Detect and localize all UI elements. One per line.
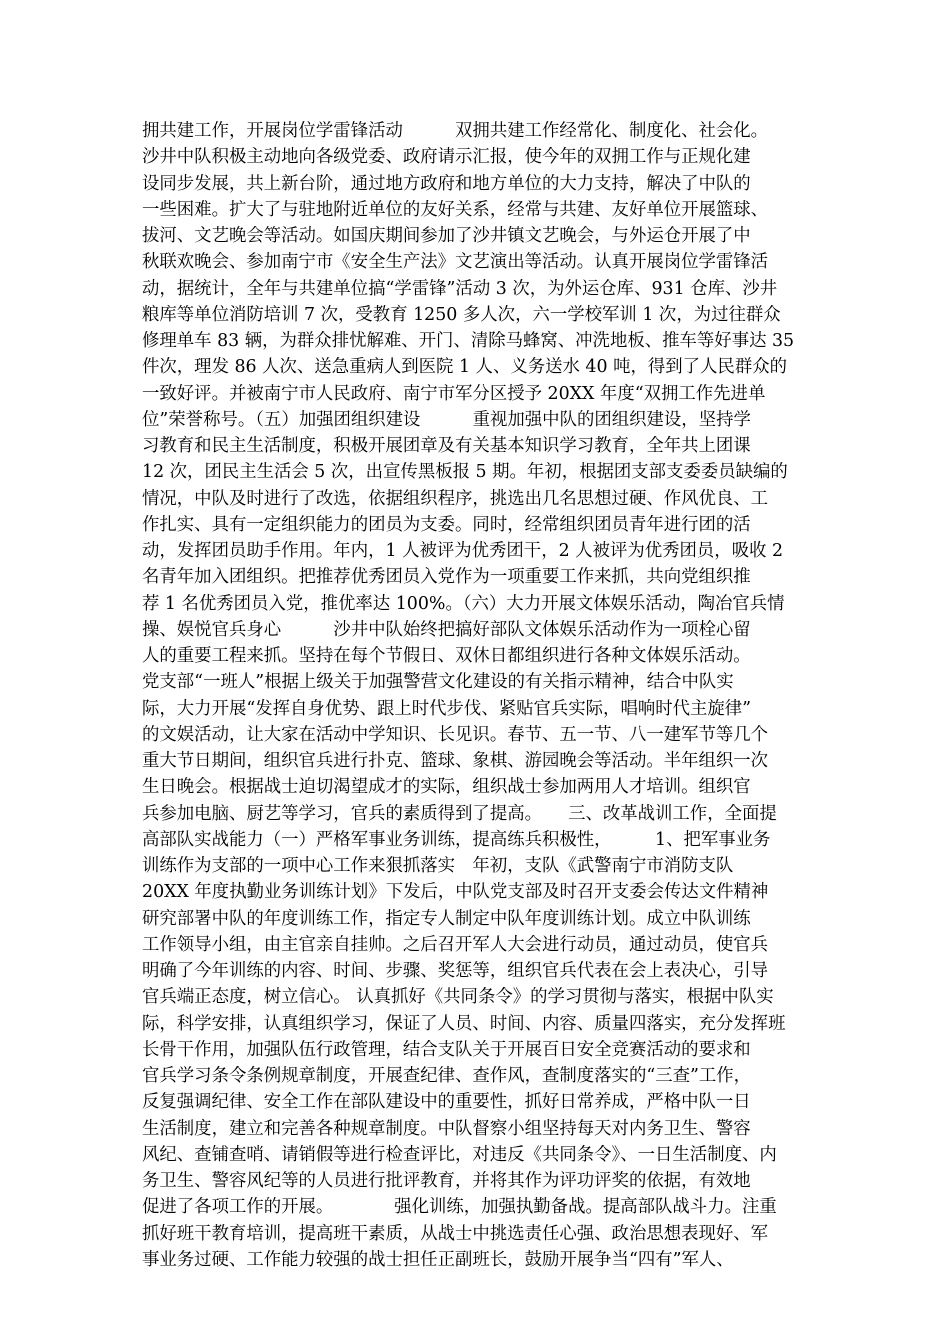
text-line: 修理单车 83 辆，为群众排忧解难、开门、清除马蜂窝、冲洗地板、推车等好事达 35 [142,331,795,351]
text-line: 训练作为支部的一项中心工作来狠抓落实 年初，支队《武警南宁市消防支队 [142,856,734,876]
text-line: 秋联欢晚会、参加南宁市《安全生产法》文艺演出等活动。认真开展岗位学雷锋活 [142,252,769,273]
text-line: 12 次，团民主生活会 5 次，出宣传黑板报 5 期。年初，根据团支部支委委员缺编的 [142,462,788,483]
text-line: 习教育和民主生活制度，积极开展团章及有关基本知识学习教育，全年共上团课 [142,436,751,456]
text-line: 情况，中队及时进行了改选，依据组织程序，挑选出几名思想过硬、作风优良、工 [142,488,769,509]
text-line: 官兵端正态度，树立信心。 认真抓好《共同条令》的学习贯彻与落实，根据中队实 [142,987,774,1008]
text-line: 人的重要工程来抓。坚持在每个节假日、双休日都组织进行各种文体娱乐活动。 [142,646,751,666]
text-line: 一致好评。并被南宁市人民政府、南宁市军分区授予 20XX 年度“双拥工作先进单 [142,383,766,404]
text-line: 际，大力开展“发挥自身优势、跟上时代步伐、紧贴官兵实际，唱响时代主旋律” [142,698,752,719]
text-line: 生日晚会。根据战士迫切渴望成才的实际，组织战士参加两用人才培训。组织官 [142,777,751,798]
text-line: 工作领导小组，由主官亲自挂帅。之后召开军人大会进行动员，通过动员，使官兵 [142,934,769,955]
text-line: 位”荣誉称号。（五）加强团组织建设 重视加强中队的团组织建设，坚持学 [142,409,751,430]
text-line: 兵参加电脑、厨艺等学习，官兵的素质得到了提高。 三、改革战训工作，全面提 [142,803,777,824]
text-line: 反复强调纪律、安全工作在部队建设中的重要性，抓好日常养成，严格中队一日 [142,1092,751,1113]
text-line: 官兵学习条令条例规章制度，开展查纪律、查作风，查制度落实的“三查”工作， [142,1066,752,1086]
text-line: 明确了今年训练的内容、时间、步骤、奖惩等，组织官兵代表在会上表决心，引导 [142,961,769,981]
text-line: 促进了各项工作的开展。 强化训练，加强执勤备战。提高部队战斗力。注重 [142,1197,777,1218]
text-line: 一些困难。扩大了与驻地附近单位的友好关系，经常与共建、友好单位开展篮球、 [142,199,769,220]
text-line: 生活制度，建立和完善各种规章制度。中队督察小组坚持每天对内务卫生、警容 [142,1118,751,1139]
text-line: 设同步发展，共上新台阶，通过地方政府和地方单位的大力支持，解决了中队的 [142,173,751,194]
text-line: 长骨干作用，加强队伍行政管理，结合支队关于开展百日安全竞赛活动的要求和 [142,1039,751,1060]
text-line: 操、娱悦官兵身心 沙井中队始终把搞好部队文体娱乐活动作为一项栓心留 [142,619,751,640]
text-line: 动，据统计，全年与共建单位搞“学雷锋”活动 3 次，为外运仓库、931 仓库、沙井 [142,278,778,299]
text-line: 高部队实战能力（一）严格军事业务训练，提高练兵积极性， 1、把军事业务 [142,829,771,850]
text-line: 党支部“一班人”根据上级关于加强警营文化建设的有关指示精神，结合中队实 [142,672,734,693]
text-line: 荐 1 名优秀团员入党，推优率达 100%。（六）大力开展文体娱乐活动，陶冶官兵情 [142,593,785,614]
text-line: 作扎实、具有一定组织能力的团员为支委。同时，经常组织团员青年进行团的活 [142,514,751,535]
text-line: 重大节日期间，组织官兵进行扑克、篮球、象棋、游园晚会等活动。半年组织一次 [142,751,769,771]
text-line: 的文娱活动，让大家在活动中学知识、长见识。春节、五一节、八一建军节等几个 [142,724,769,745]
body-text [142,118,810,1273]
text-line: 20XX 年度执勤业务训练计划》下发后，中队党支部及时召开支委会传达文件精神 [142,882,769,903]
text-line: 抓好班干教育培训，提高班干素质，从战士中挑选责任心强、政治思想表现好、军 [142,1223,769,1244]
text-line: 拥共建工作，开展岗位学雷锋活动 双拥共建工作经常化、制度化、社会化。 [142,121,769,141]
text-line: 件次，理发 86 人次、送急重病人到医院 1 人、义务送水 40 吨，得到了人民群众的 [142,357,787,378]
text-line: 动，发挥团员助手作用。年内，1 人被评为优秀团干，2 人被评为优秀团员，吸收 2 [142,541,784,561]
text-line: 风纪、查铺查哨、请销假等进行检查评比，对违反《共同条令》、一日生活制度、内 [142,1144,777,1165]
text-line: 务卫生、警容风纪等的人员进行批评教育，并将其作为评功评奖的依据，有效地 [142,1171,751,1191]
text-line: 名青年加入团组织。把推荐优秀团员入党作为一项重要工作来抓，共向党组织推 [142,567,751,588]
text-line: 拔河、文艺晚会等活动。如国庆期间参加了沙井镇文艺晚会，与外运仓开展了中 [142,226,751,246]
text-line: 粮库等单位消防培训 7 次，受教育 1250 多人次，六一学校军训 1 次，为过往群众 [142,304,781,325]
text-line: 沙井中队积极主动地向各级党委、政府请示汇报，使今年的双拥工作与正规化建 [142,147,751,168]
text-line: 际，科学安排，认真组织学习，保证了人员、时间、内容、质量四落实，充分发挥班 [142,1013,786,1034]
text-line: 研究部署中队的年度训练工作，指定专人制定中队年度训练计划。成立中队训练 [142,908,751,929]
text-line: 事业务过硬、工作能力较强的战士担任正副班长，鼓励开展争当“四有”军人、 [142,1249,734,1270]
